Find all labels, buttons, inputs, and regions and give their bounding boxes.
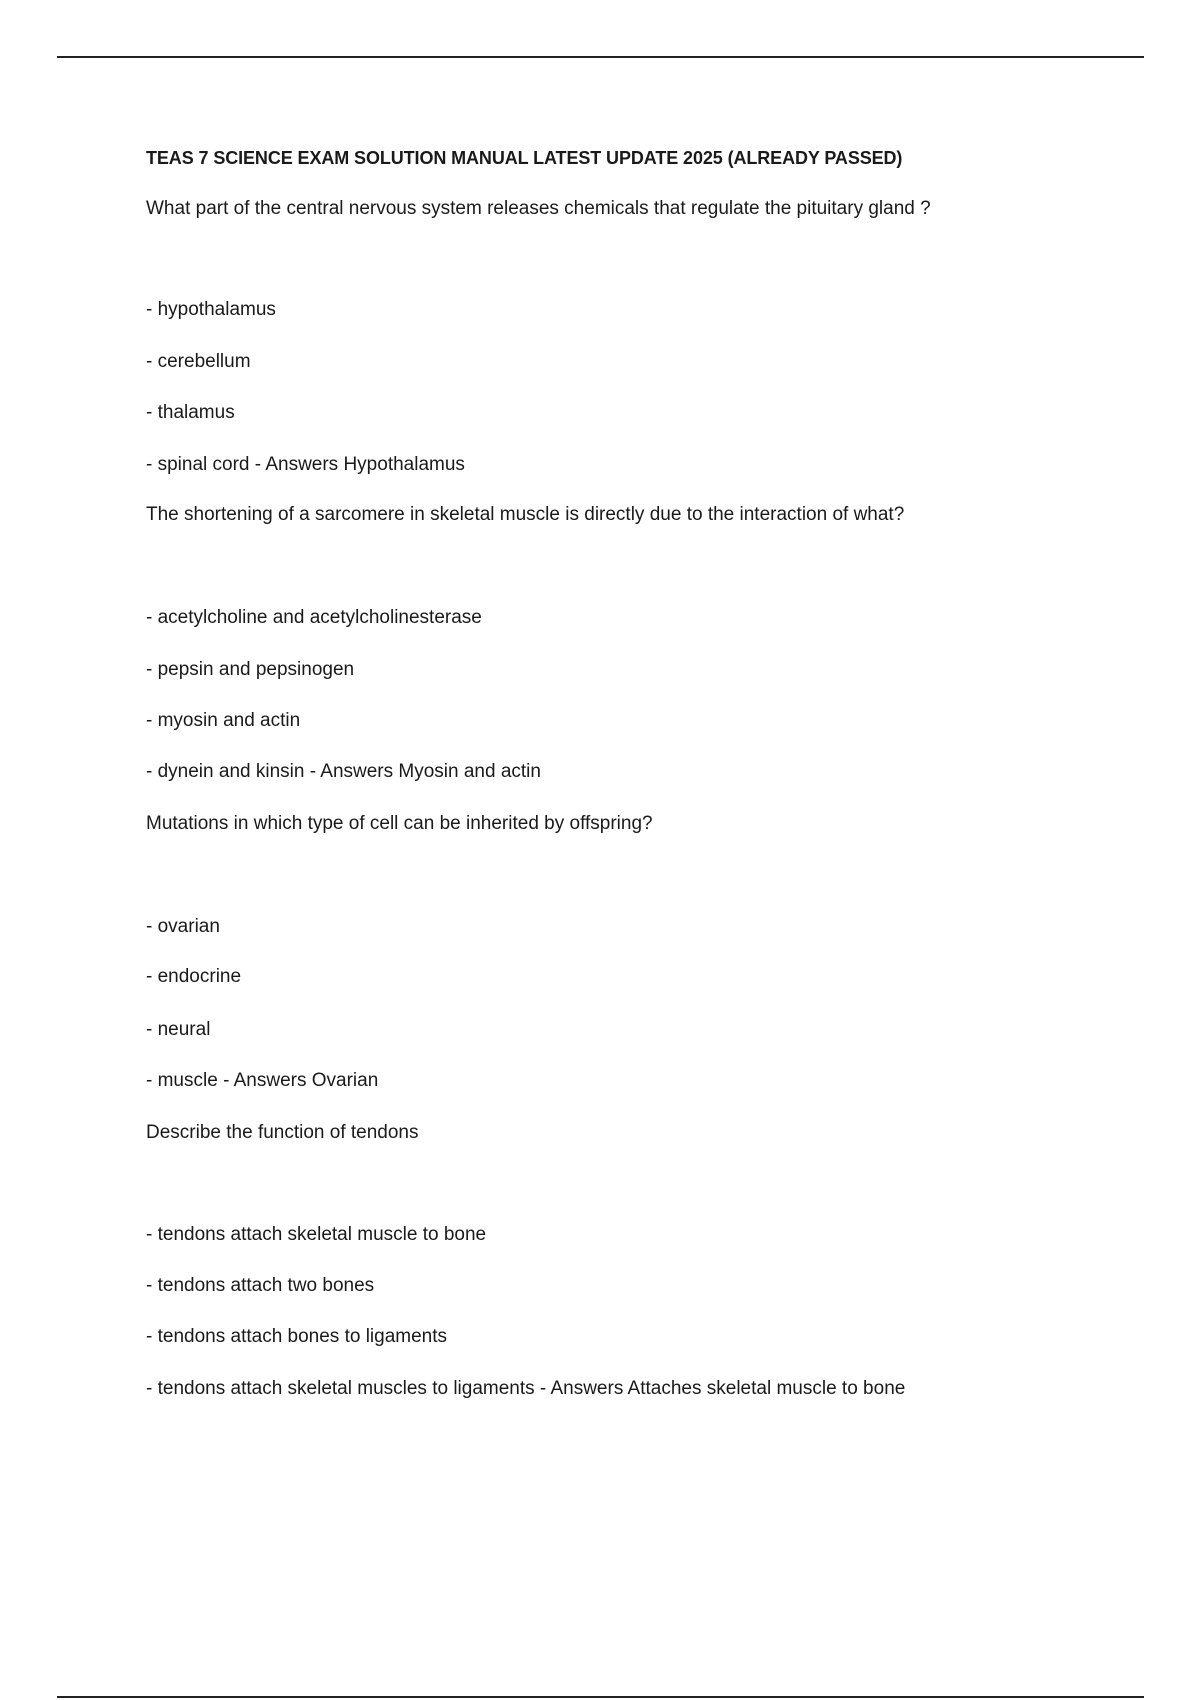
option-item: - hypothalamus — [146, 299, 276, 320]
option-item: - tendons attach skeletal muscles to ligaments - Answers Attaches skeletal muscle to bone — [146, 1378, 906, 1399]
option-item: - dynein and kinsin - Answers Myosin and actin — [146, 761, 541, 782]
question-text: Mutations in which type of cell can be inherited by offspring? — [146, 813, 653, 834]
option-item: - tendons attach skeletal muscle to bone — [146, 1224, 487, 1245]
question-text: The shortening of a sarcomere in skeletal muscle is directly due to the interaction of what? — [146, 504, 905, 525]
option-item: - tendons attach two bones — [146, 1275, 375, 1296]
option-item: - endocrine — [146, 966, 242, 987]
question-block-2 — [146, 502, 1106, 785]
question-block-4 — [146, 1120, 1106, 1402]
document-body — [146, 146, 1106, 1402]
question-block-3 — [146, 811, 1106, 1094]
footer-rule — [57, 1696, 1144, 1698]
option-item: - pepsin and pepsinogen — [146, 659, 355, 680]
question-block-1 — [146, 196, 1106, 478]
option-item: - muscle - Answers Ovarian — [146, 1070, 379, 1091]
option-item: - acetylcholine and acetylcholinesterase — [146, 607, 482, 628]
option-item: - myosin and actin — [146, 710, 301, 731]
document-title: TEAS 7 SCIENCE EXAM SOLUTION MANUAL LATEST UPDATE 2025 (ALREADY PASSED) — [146, 148, 903, 168]
question-text: What part of the central nervous system releases chemicals that regulate the pituitary gland ? — [146, 198, 931, 219]
option-item: - tendons attach bones to ligaments — [146, 1326, 448, 1347]
option-item: - thalamus — [146, 402, 235, 423]
option-item: - ovarian — [146, 916, 220, 937]
option-item: - spinal cord - Answers Hypothalamus — [146, 454, 465, 475]
question-text: Describe the function of tendons — [146, 1122, 419, 1143]
header-rule — [57, 56, 1144, 58]
option-item: - cerebellum — [146, 351, 251, 372]
option-item: - neural — [146, 1019, 211, 1040]
